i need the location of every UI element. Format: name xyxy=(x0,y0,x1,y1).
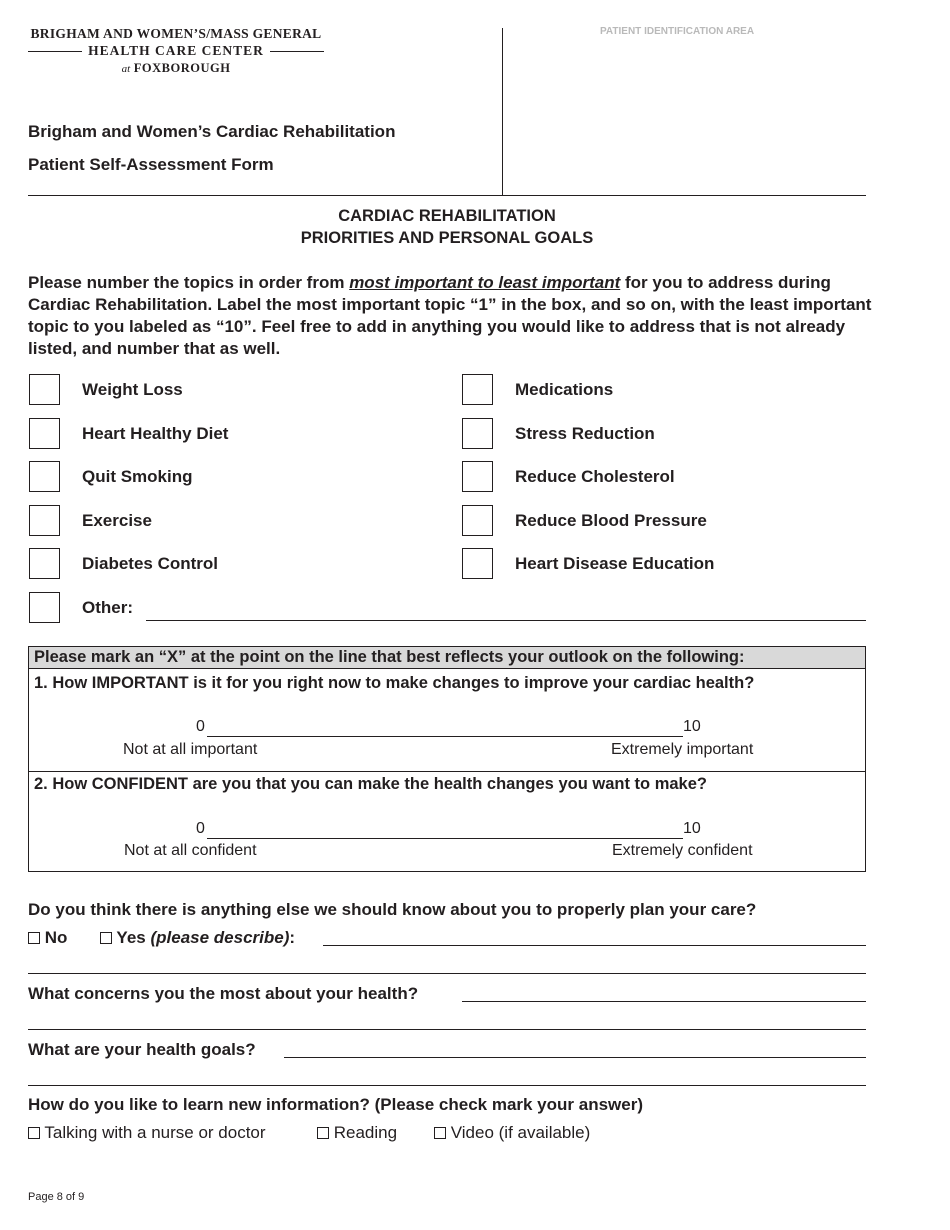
concerns-question: What concerns you the most about your health? xyxy=(28,984,419,1003)
topic-label: Exercise xyxy=(82,510,152,530)
learn-option-talking[interactable] xyxy=(28,1123,266,1143)
rank-box[interactable] xyxy=(29,505,60,536)
rank-box[interactable] xyxy=(462,418,493,449)
instructions xyxy=(28,272,878,360)
instructions-part-2: for you to address during Cardiac Rehabilitation. Label the most important topic “1” in the box, and so on, with the least important topic to you labeled as “10”. Feel free to add in anything you would like to address that is not already listed, and number that as well. xyxy=(28,273,872,358)
importance-max-label: Extremely important xyxy=(611,741,754,758)
topic-label: Reduce Blood Pressure xyxy=(515,510,707,530)
confidence-scale-line[interactable] xyxy=(207,838,683,839)
confidence-max: 10 xyxy=(683,820,701,837)
importance-min: 0 xyxy=(196,718,205,735)
learn-option-label: Talking with a nurse or doctor xyxy=(44,1123,266,1142)
goals-question: What are your health goals? xyxy=(28,1040,256,1059)
concerns-input-line[interactable] xyxy=(462,1001,866,1002)
instructions-emphasis: most important to least important xyxy=(349,273,621,292)
learn-option-video[interactable] xyxy=(434,1123,590,1143)
logo-at: at xyxy=(121,63,131,75)
header-divider-horizontal xyxy=(28,195,866,196)
topic-item-quit-smoking xyxy=(29,461,193,492)
outlook-separator xyxy=(29,771,865,772)
describe-input-line[interactable] xyxy=(323,945,866,946)
logo-line-3 xyxy=(28,60,324,77)
outlook-table xyxy=(28,646,866,872)
topic-item-diabetes-control xyxy=(29,548,218,579)
program-title: Brigham and Women’s Cardiac Rehabilitation xyxy=(28,122,396,141)
rank-box[interactable] xyxy=(29,418,60,449)
other-label: Other: xyxy=(82,597,133,617)
logo-line-1: BRIGHAM AND WOMEN’S/MASS GENERAL xyxy=(30,26,322,41)
topic-label: Stress Reduction xyxy=(515,423,655,443)
page-title-line-2: PRIORITIES AND PERSONAL GOALS xyxy=(300,229,594,247)
learn-checkbox[interactable] xyxy=(28,1127,40,1139)
confidence-max-label: Extremely confident xyxy=(612,842,753,859)
no-option[interactable] xyxy=(28,928,67,948)
patient-id-area: PATIENT IDENTIFICATION AREA xyxy=(600,26,755,37)
no-label: No xyxy=(44,928,68,947)
importance-scale-line[interactable] xyxy=(207,736,683,737)
confidence-question: 2. How CONFIDENT are you that you can make the health changes you want to make? xyxy=(34,775,707,793)
importance-max: 10 xyxy=(683,718,701,735)
logo-line-2-text: HEALTH CARE CENTER xyxy=(88,43,264,58)
learn-checkbox[interactable] xyxy=(434,1127,446,1139)
rank-box[interactable] xyxy=(462,548,493,579)
rank-box[interactable] xyxy=(29,461,60,492)
rank-box[interactable] xyxy=(29,374,60,405)
goals-input-line[interactable] xyxy=(284,1057,866,1058)
learn-option-reading[interactable] xyxy=(317,1123,397,1143)
learn-question: How do you like to learn new information? (Please check mark your answer) xyxy=(28,1095,643,1114)
form-name: Patient Self-Assessment Form xyxy=(28,155,274,174)
confidence-min: 0 xyxy=(196,820,205,837)
logo xyxy=(28,26,324,77)
anything-else-question: Do you think there is anything else we should know about you to properly plan your care? xyxy=(28,900,757,919)
outlook-header: Please mark an “X” at the point on the line that best reflects your outlook on the following: xyxy=(29,647,865,669)
topic-item-other xyxy=(29,592,133,623)
concerns-input-line-2[interactable] xyxy=(28,1029,866,1030)
describe-input-line-2[interactable] xyxy=(28,973,866,974)
topic-label: Reduce Cholesterol xyxy=(515,466,675,486)
logo-rule-right xyxy=(270,51,324,52)
topic-item-exercise xyxy=(29,505,152,536)
learn-option-label: Video (if available) xyxy=(450,1123,591,1142)
topic-label: Medications xyxy=(515,379,614,399)
topic-label: Quit Smoking xyxy=(82,466,193,486)
importance-question: 1. How IMPORTANT is it for you right now to make changes to improve your cardiac health? xyxy=(34,674,755,692)
logo-rule-left xyxy=(28,51,82,52)
yes-option[interactable] xyxy=(100,928,295,948)
rank-box[interactable] xyxy=(462,505,493,536)
topic-label: Weight Loss xyxy=(82,379,183,399)
yes-hint: (please describe) xyxy=(150,928,290,947)
topic-label: Heart Healthy Diet xyxy=(82,423,229,443)
yes-label: Yes xyxy=(116,928,146,947)
yes-colon: : xyxy=(289,928,296,947)
logo-line-3-text: FOXBOROUGH xyxy=(133,61,231,75)
topic-item-weight-loss xyxy=(29,374,183,405)
topic-label: Diabetes Control xyxy=(82,553,219,573)
topic-item-reduce-cholesterol xyxy=(462,461,675,492)
rank-box[interactable] xyxy=(462,461,493,492)
confidence-min-label: Not at all confident xyxy=(124,842,257,859)
goals-input-line-2[interactable] xyxy=(28,1085,866,1086)
topic-item-reduce-blood-pressure xyxy=(462,505,707,536)
logo-line-2 xyxy=(28,42,324,60)
topic-item-stress-reduction xyxy=(462,418,655,449)
rank-box[interactable] xyxy=(29,548,60,579)
learn-checkbox[interactable] xyxy=(317,1127,329,1139)
yes-checkbox[interactable] xyxy=(100,932,112,944)
instructions-part-1: Please number the topics in order from xyxy=(28,273,350,292)
no-checkbox[interactable] xyxy=(28,932,40,944)
page-number: Page 8 of 9 xyxy=(28,1191,85,1203)
topic-item-medications xyxy=(462,374,613,405)
header-divider-vertical xyxy=(502,28,503,196)
page-title-line-1: CARDIAC REHABILITATION xyxy=(338,207,556,225)
learn-option-label: Reading xyxy=(333,1123,398,1142)
rank-box[interactable] xyxy=(29,592,60,623)
importance-min-label: Not at all important xyxy=(123,741,258,758)
other-input-line[interactable] xyxy=(146,620,866,621)
topic-item-heart-disease-education xyxy=(462,548,714,579)
topic-item-heart-healthy-diet xyxy=(29,418,228,449)
rank-box[interactable] xyxy=(462,374,493,405)
topic-label: Heart Disease Education xyxy=(515,553,715,573)
